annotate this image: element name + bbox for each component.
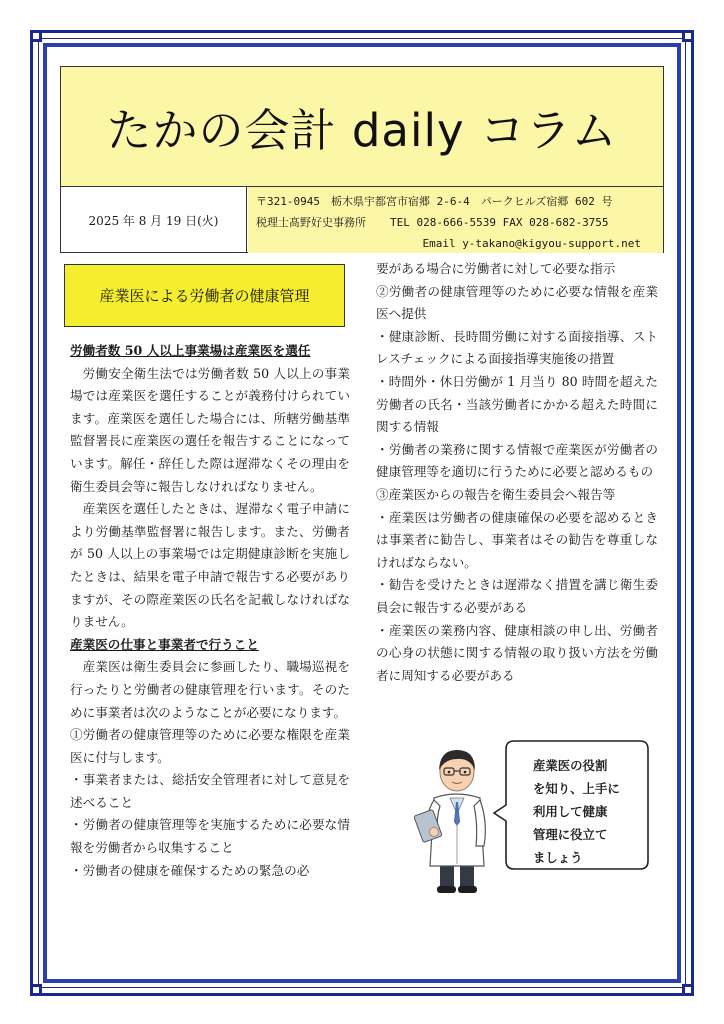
list-item: ・労働者の健康を確保するための緊急の必 (70, 862, 310, 878)
office-name: 税理士髙野好史事務所 (256, 216, 366, 229)
list-item: 要がある場合に労働者に対して必要な指示 (376, 261, 616, 276)
bubble-line: を知り、上手に (533, 781, 620, 796)
office-email[interactable]: Email y-takano@kigyou-support.net (422, 237, 641, 250)
speech-bubble-text (533, 754, 643, 869)
list-item: ・健康診断、長時間労働に対する面接指導、ストレスチェックによる面接指導実施後の措置 (376, 328, 658, 367)
issue-date: 2025 年 8 月 19 日(火) (61, 187, 247, 253)
title-box (61, 67, 663, 187)
section-subhead: 産業医の仕事と事業者で行うこと (70, 636, 259, 652)
article-heading: 産業医による労働者の健康管理 (64, 264, 345, 327)
page-title: たかの会計 daily コラム (106, 104, 618, 157)
list-item: ・労働者の業務に関する情報で産業医が労働者の健康管理等を適切に行うために必要と認めるもの (376, 441, 658, 480)
list-item: ②労働者の健康管理等のために必要な情報を産業医へ提供 (376, 283, 658, 322)
left-column (70, 340, 350, 882)
bubble-line: ましょう (533, 850, 583, 865)
list-item: ・産業医は労働者の健康確保の必要を認めるときは事業者に勧告し、事業者はその勧告を尊重しなければならない。 (376, 509, 658, 570)
frame-corner-ornament (682, 984, 694, 996)
list-item: ・時間外・休日労働が 1 月当り 80 時間を超えた労働者の氏名・当該労働者にかかる超えた時間に関する情報 (376, 373, 658, 435)
list-item: ・事業者または、総括安全管理者に対して意見を述べること (70, 772, 350, 810)
office-contact-line (256, 212, 655, 233)
list-item: ①労働者の健康管理等のために必要な権限を産業医に付与します。 (70, 727, 350, 765)
bubble-line: 利用して健康 (533, 804, 608, 819)
right-column (376, 258, 658, 687)
list-item: ・勧告を受けたときは遅滞なく措置を講じ衛生委員会に報告する必要がある (376, 577, 658, 615)
paragraph: 産業医を選任したときは、遅滞なく電子申請により労働基準監督署に報告します。また、労働者が 50 人以上の事業場では定期健康診断を実施したときは、結果を電子申請で報告する必要がありますが、その際産業医の氏名を記載しなければなりません。 (70, 501, 350, 630)
office-tel: TEL 028-666-5539 (390, 216, 496, 229)
frame-corner-ornament (30, 30, 42, 42)
frame-corner-ornament (30, 984, 42, 996)
paragraph: 労働安全衛生法では労働者数 50 人以上の事業場では産業医を選任することが義務付けられています。産業医を選任した場合には、所轄労働基準監督署長に産業医の選任を報告することになっています。解任・辞任した際は遅滞なくその理由を衛生委員会等に報告しなければなりません。 (70, 365, 350, 494)
list-item: ・産業医の業務内容、健康相談の申し出、労働者の心身の状態に関する情報の取り扱い方法を労働者に周知する必要がある (376, 622, 658, 683)
office-address: 〒321-0945 栃木県宇都宮市宿郷 2-6-4 パークヒルズ宿郷 602 号 (256, 195, 613, 208)
frame-corner-ornament (682, 30, 694, 42)
paragraph: 産業医は衛生委員会に参画したり、職場巡視を行ったりと労働者の健康管理を行います。そのために事業者は次のようなことが必要になります。 (70, 659, 350, 720)
bubble-line: 産業医の役割 (533, 758, 608, 773)
office-info (248, 187, 663, 253)
list-item: ③産業医からの報告を衛生委員会へ報告等 (376, 486, 616, 502)
bubble-line: 管理に役立て (533, 827, 608, 842)
section-subhead: 労働者数 50 人以上事業場は産業医を選任 (70, 343, 311, 358)
list-item: ・労働者の健康管理等を実施するために必要な情報を労働者から収集すること (70, 817, 350, 856)
office-fax: FAX 028-682-3755 (502, 216, 609, 229)
masthead (60, 66, 664, 253)
